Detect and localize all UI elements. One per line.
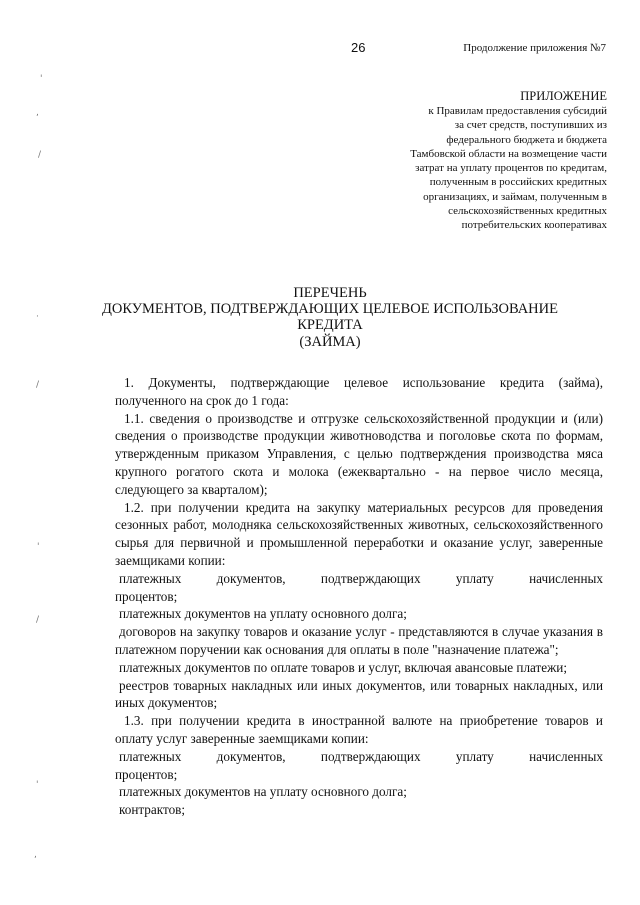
annex-line: к Правилам предоставления субсидий (428, 105, 607, 117)
title-line: КРЕДИТА (297, 317, 363, 334)
scan-speck: , (36, 108, 39, 118)
paragraph-1-2-e: реестров товарных накладных или иных документов, или товарных накладных, или иных документов; (115, 677, 603, 711)
paragraph-1-2-b: платежных документов на уплату основного долга; (119, 606, 407, 622)
scan-speck: / (36, 615, 40, 625)
title-line: ПЕРЕЧЕНЬ (293, 285, 367, 301)
annex-line: за счет средств, поступивших из (454, 119, 607, 132)
scan-speck: / (38, 150, 42, 160)
paragraph-1-3-a: платежных документов, подтверждающих уплату начисленных (119, 748, 603, 764)
annex-line: затрат на уплату процентов по кредитам, (415, 162, 607, 175)
paragraph-1-3-a-cont: процентов; (115, 766, 178, 782)
annex-line: Тамбовской области на возмещение части (410, 147, 607, 160)
scan-speck: ' (40, 74, 43, 84)
paragraph-1: 1. Документы, подтверждающие целевое использование кредита (займа), полученного на срок до 1 года: (115, 375, 603, 408)
annex-line: полученным в российских кредитных (429, 176, 607, 189)
paragraph-1-2-d: платежных документов по оплате товаров и услуг, включая авансовые платежи; (119, 659, 567, 675)
paragraph-1-2-a-cont: процентов; (115, 588, 178, 604)
paragraph-1-3-c: контрактов; (119, 802, 186, 818)
annex-block (410, 88, 607, 233)
paragraph-1-3-b: платежных документов на уплату основного долга; (119, 784, 407, 800)
scan-speck: ' (37, 542, 40, 552)
scan-speck: , (34, 850, 37, 860)
document-body (115, 374, 603, 819)
document-title (60, 285, 600, 350)
scan-speck: ' (36, 780, 39, 790)
paragraph-1-3: 1.3. при получении кредита в иностранной валюте на приобретение товаров и оплату услуг заверенные заемщиками копии: (115, 713, 603, 746)
annex-heading: ПРИЛОЖЕНИЕ (520, 89, 607, 103)
continuation-note: Продолжение приложения №7 (463, 42, 606, 54)
annex-line: федерального бюджета и бюджета (446, 133, 607, 146)
title-line: (ЗАЙМА) (299, 333, 361, 350)
annex-line: потребительских кооперативах (461, 219, 607, 232)
page-number: 26 (351, 40, 366, 55)
annex-line: организациях, и займам, полученным в (423, 190, 607, 203)
paragraph-1-2: 1.2. при получении кредита на закупку материальных ресурсов для проведения сезонных работ, молодняка сельскохозяйственных животных, сельскохозяйственного сырья для первичной и промышленной переработки и оказание услуг, заверенные заемщиками копии: (115, 499, 603, 568)
annex-line: сельскохозяйственных кредитных (448, 205, 607, 218)
paragraph-1-1: 1.1. сведения о производстве и отгрузке сельскохозяйственной продукции и (или) сведения о производстве продукции животноводства и поголовье скота по формам, утвержденным приказом Управления, с целью подтверждения производства мяса крупного рогатого скота и молока (ежеквартально - на первое число месяца, следующего за кварталом); (115, 410, 603, 497)
scan-speck: · (36, 312, 39, 322)
title-line: ДОКУМЕНТОВ, ПОДТВЕРЖДАЮЩИХ ЦЕЛЕВОЕ ИСПОЛЬЗОВАНИЕ (102, 301, 558, 318)
scan-speck: / (36, 380, 40, 390)
paragraph-1-2-c: договоров на закупку товаров и оказание услуг - представляются в случае указания в платежном поручении как основания для оплаты в поле "назначение платежа"; (115, 624, 603, 657)
paragraph-1-2-a: платежных документов, подтверждающих уплату начисленных (119, 570, 603, 586)
